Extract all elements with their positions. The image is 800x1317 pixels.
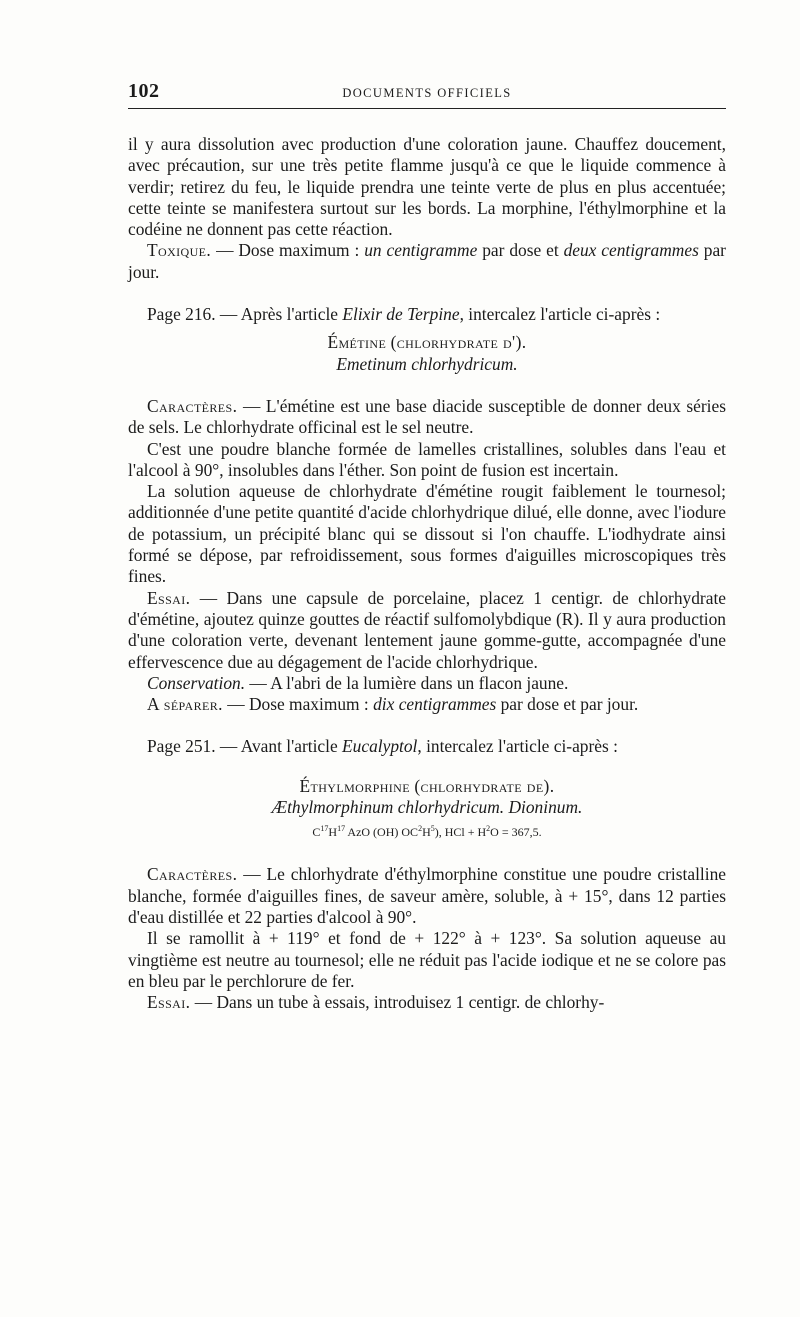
paragraph-ethyl-essai [128, 992, 726, 1013]
formula-part: ), HCl + H [434, 825, 487, 840]
section-label-caracteres: Caractères. [147, 395, 238, 416]
spacer [128, 715, 726, 736]
text-run: — Dans une capsule de porcelaine, placez 1 centigr. de chlorhydrate d'émétine, ajoutez quinze gouttes de réactif sulfomolybdique (R). Il y aura production d'une coloration verte, devenant lentement jaune gomme-gutte, accompagnée d'une effervescence due au dégagement de l'acide chlorhydrique. [128, 587, 726, 672]
paragraph-toxique [128, 240, 726, 283]
drug-name: Éthylmorphine [299, 775, 410, 796]
page-body [128, 134, 726, 1013]
chemical-formula [128, 818, 726, 843]
spacer [128, 758, 726, 766]
formula-subscript: 5 [430, 824, 435, 834]
text-run: — A l'abri de la lumière dans un flacon jaune. [245, 672, 569, 693]
section-label-essai: Essai. [147, 992, 191, 1013]
spacer [128, 375, 726, 396]
heading-emetine [128, 332, 726, 353]
paragraph-ethyl-fusion: Il se ramollit à + 119° et fond de + 122° à + 123°. Sa solution aqueuse au vingtième est neutre au tournesol; elle ne réduit pas l'acide iodique et ne se colore pas en bleu par le perchlorure de fer. [128, 928, 726, 991]
latin-name-italic: Æthylmorphinum chlorhydricum. Dioninum. [271, 797, 583, 818]
formula-part: C [312, 825, 321, 840]
section-label-essai: Essai. [147, 587, 191, 608]
heading-ethylmorphine [128, 776, 726, 797]
spacer [128, 283, 726, 304]
section-label-conservation: Conservation. [147, 672, 246, 693]
paragraph-continuation: il y aura dissolution avec production d'une coloration jaune. Chauffez doucement, avec précaution, sur une très petite flamme jusqu'à ce que le liquide commence à verdir; retirez du feu, le liquide prendra une teinte verte de plus en plus accentuée; cette teinte se manifestera surtout sur les bords. La morphine, l'éthylmorphine et la codéine ne donnent pas cette réaction. [128, 134, 726, 240]
drug-qualifier: (chlorhydrate de). [414, 775, 555, 796]
paragraph-emetine-description: C'est une poudre blanche formée de lamelles cristallines, solubles dans l'eau et l'alcool à 90°, insolubles dans l'éther. Son point de fusion est incertain. [128, 438, 726, 480]
paragraph-emetine-caracteres [128, 396, 726, 439]
formula-subscript: 2 [486, 824, 491, 834]
section-label-a-separer: A séparer. [147, 694, 223, 715]
text-run: Page 216. — Après l'article [147, 304, 343, 325]
paragraph-page-216 [128, 304, 726, 325]
formula-part: H [328, 825, 338, 840]
formula-part: H [422, 825, 431, 840]
text-run: , intercalez l'article ci-après : [459, 304, 661, 325]
formula-part: O = 367,5. [490, 825, 542, 840]
paragraph-emetine-solution: La solution aqueuse de chlorhydrate d'émétine rougit faiblement le tournesol; additionnée d'une petite quantité d'acide chlorhydrique dilué, elle donne, avec l'iodure de potassium, un précipité blanc qui se dissout si l'on chauffe. L'iodhydrate ainsi formé se dépose, par refroidissement, sous formes d'aiguilles microscopiques très fines. [128, 481, 726, 587]
drug-name: Émétine [327, 332, 387, 353]
latin-name-ethylmorphine [128, 797, 726, 818]
text-run: Page 251. — Avant l'article [147, 736, 343, 757]
dose-italic: dix centigrammes [373, 694, 497, 715]
spacer [128, 843, 726, 864]
formula-subscript: 17 [337, 824, 346, 834]
text-run: — L'émétine est une base diacide susceptible de donner deux séries de sels. Le chlorhydrate officinal est le sel neutre. [128, 395, 726, 438]
page-number: 102 [128, 80, 160, 102]
formula-subscript: 17 [320, 824, 329, 834]
dose-italic: un centigramme [364, 240, 478, 261]
section-label-toxique: Toxique. [147, 240, 212, 261]
text-run: par jour. [128, 240, 726, 282]
paragraph-page-251 [128, 736, 726, 757]
text-run: — Dans un tube à essais, introduisez 1 centigr. de chlorhy- [190, 992, 605, 1013]
text-run: par dose et [477, 240, 564, 261]
formula-subscript: 2 [418, 824, 423, 834]
dose-italic: deux centigrammes [563, 240, 699, 261]
text-run: — Le chlorhydrate d'éthylmorphine constitue une poudre cristalline blanche, formée d'aiguilles fines, de saveur amère, soluble, à + 15°, dans 12 parties d'eau distillée et 22 parties d'alcool à 90°. [128, 864, 726, 927]
text-run: — Dose maximum : [222, 694, 374, 715]
paragraph-emetine-essai [128, 588, 726, 673]
text-run: — Dose maximum : [211, 240, 365, 261]
formula-part: AzO (OH) OC [345, 825, 419, 840]
latin-name-italic: Emetinum chlorhydricum. [336, 353, 518, 374]
paragraph-conservation [128, 673, 726, 694]
paragraph-a-separer [128, 694, 726, 715]
article-name-italic: Elixir de Terpine [342, 304, 460, 325]
section-label-caracteres: Caractères. [147, 864, 238, 885]
page-header [128, 80, 726, 109]
drug-qualifier: (chlorhydrate d'). [390, 332, 527, 353]
running-title: DOCUMENTS OFFICIELS [342, 86, 512, 100]
text-run: , intercalez l'article ci-après : [417, 736, 618, 757]
paragraph-ethyl-caracteres [128, 864, 726, 928]
latin-name-emetine [128, 354, 726, 375]
text-run: par dose et par jour. [496, 694, 639, 715]
article-name-italic: Eucalyptol [342, 736, 418, 757]
